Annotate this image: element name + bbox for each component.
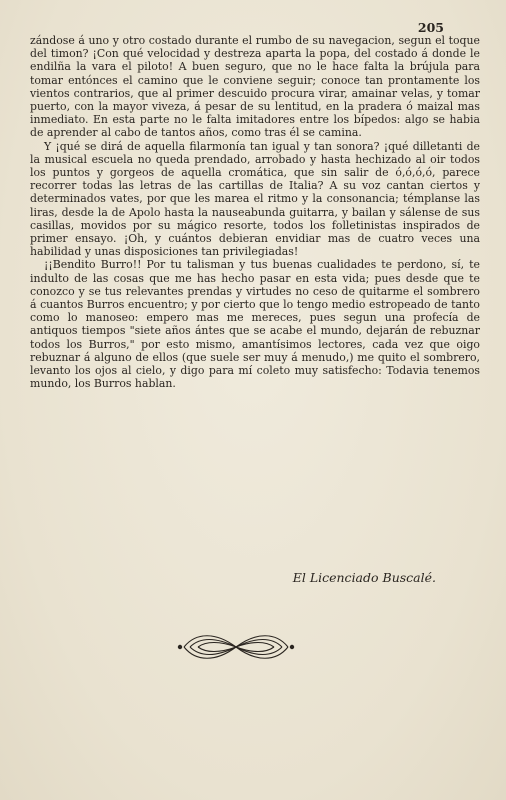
paragraph-2: Y ¡qué se dirá de aquella filarmonía tan igual y tan sonora? ¡qué dilletanti de la musical escuela no queda prendado, arrobado y hasta hechizado al oir todos los puntos y gorgeos de aquella cromática, que sin salir de ó,ó,ó,ó, parece recorrer todas las letras de las cartillas de Italia? A su voz cantan ciertos y determinados vates, por que les marea el ritmo y la consonancia; témplanse las liras, desde la de Apolo hasta la nauseabunda guitarra, y bailan y sálense de sus casillas, movidos por su mágico resorte, todos los folletinistas inspirados de primer ensayo. ¡Oh, y cuántos debieran envidiar mas de cuatro veces una habilidad y unas disposiciones tan privilegiadas!: [30, 139, 480, 259]
body-text: [30, 34, 480, 390]
page-number: 205: [417, 20, 444, 35]
paragraph-3: ¡¡Bendito Burro!! Por tu talisman y tus buenas cualidades te perdono, sí, te indulto de las cosas que me has hecho pasar en esta vida; pues desde que te conozco y se tus relevantes prendas y virtudes no ceso de quitarme el sombrero á cuantos Burros encuentro; y por cierto que lo tengo medio estropeado de tanto como lo manoseo: empero mas me mereces, pues segun una profecía de antiquos tiempos "siete años ántes que se acabe el mundo, dejarán de rebuznar todos los Burros," por esto mismo, amantísimos lectores, cada vez que oigo rebuznar á alguno de ellos (que suele ser muy á menudo,) me quito el sombrero, levanto los ojos al cielo, y digo para mí coleto muy satisfecho: Todavia tenemos mundo, los Burros hablan.: [30, 258, 480, 391]
author-signature: El Licenciado Buscalé.: [292, 570, 436, 585]
ornament-flourish-icon: [176, 630, 296, 664]
paragraph-1: zándose á uno y otro costado durante el rumbo de su navegacion, segun el toque del timon? ¡Con qué velocidad y destreza aparta la popa, del costado á donde le endilña la vara el piloto! A buen seguro, que no le hace falta la brújula para tomar entónces el camino que le conviene seguir; conoce tan prontamente los vientos contrarios, que al primer descuido procura virar, amainar velas, y tomar puerto, con la mayor viveza, á pesar de su lentitud, en la pradera ó maizal mas inmediato. En esta parte no le falta imitadores entre los bípedos: algo se habia de aprender al cabo de tantos años, como tras él se camina.: [30, 34, 480, 140]
